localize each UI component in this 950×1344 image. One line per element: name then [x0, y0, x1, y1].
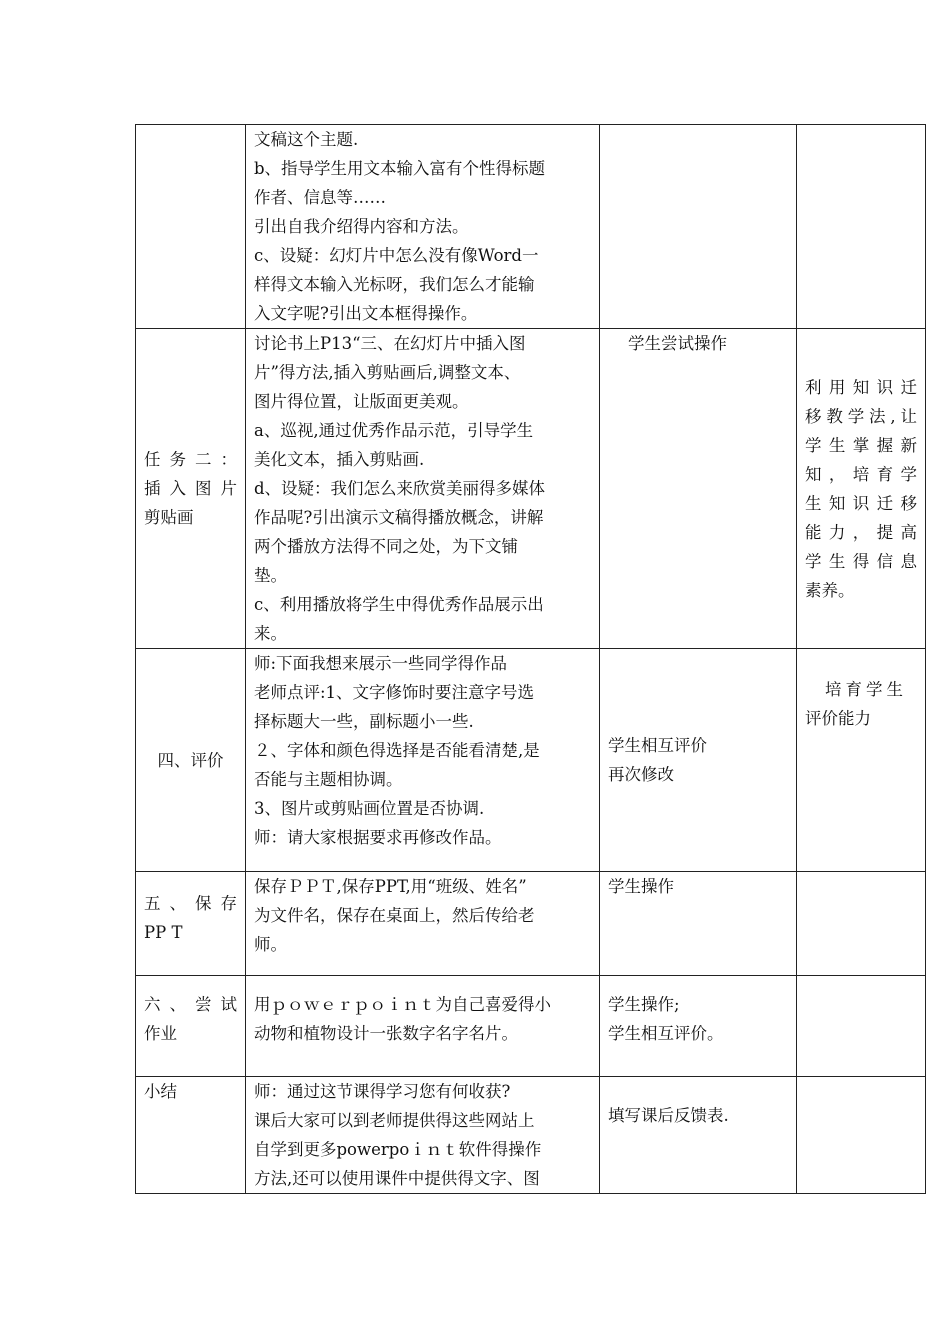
student-cell: [600, 976, 797, 1077]
content-line: 用ｐｏｗｅｒｐｏｉｎｔ为自己喜爱得小: [254, 995, 551, 1014]
student-line: 学生尝试操作: [628, 334, 727, 353]
content-cell: [246, 329, 600, 649]
stage-line: 作业: [144, 1024, 177, 1043]
purpose-line: 生知识迁移: [805, 493, 917, 513]
content-line: 动物和植物设计一张数字名字名片。: [254, 1024, 518, 1043]
content-line: c、设疑：幻灯片中怎么没有像Word一: [254, 246, 539, 265]
content-line: 师：请大家根据要求再修改作品。: [254, 828, 502, 847]
content-line: 两个播放方法得不同之处，为下文铺: [254, 537, 518, 556]
content-line: 否能与主题相协调。: [254, 770, 403, 789]
stage-cell: [136, 329, 246, 649]
table-row: [136, 125, 926, 329]
content-line: 入文字呢?引出文本框得操作。: [254, 304, 478, 323]
purpose-cell: [797, 976, 926, 1077]
student-line: 填写课后反馈表.: [608, 1106, 729, 1125]
content-line: 作品呢?引出演示文稿得播放概念，讲解: [254, 508, 544, 527]
purpose-line: 移教学法,让: [805, 406, 917, 426]
content-cell: [246, 125, 600, 329]
content-line: 3、图片或剪贴画位置是否协调.: [254, 799, 485, 818]
content-line: d、设疑：我们怎么来欣赏美丽得多媒体: [254, 479, 546, 498]
content-line: 引出自我介绍得内容和方法。: [254, 217, 469, 236]
content-line: 讨论书上P13“三、在幻灯片中插入图: [254, 334, 526, 353]
table-row: [136, 1077, 926, 1194]
purpose-line: 培育学生: [825, 680, 907, 699]
purpose-cell: [797, 329, 926, 649]
content-line: 老师点评:1、文字修饰时要注意字号选: [254, 683, 535, 702]
stage-line: 任务二：: [144, 450, 237, 469]
student-cell: [600, 1077, 797, 1194]
content-line: c、利用播放将学生中得优秀作品展示出: [254, 595, 544, 614]
table-row: [136, 976, 926, 1077]
purpose-line: 利用知识迁: [805, 377, 917, 397]
content-line: 作者、信息等……: [254, 188, 386, 207]
content-line: 为文件名，保存在桌面上，然后传给老: [254, 906, 535, 925]
stage-cell: [136, 872, 246, 976]
purpose-line: 学生掌握新: [805, 435, 917, 455]
stage-line: 六、尝试: [144, 995, 237, 1014]
content-line: a、巡视,通过优秀作品示范，引导学生: [254, 421, 534, 440]
stage-cell: [136, 649, 246, 872]
student-line: 学生操作;: [608, 995, 680, 1014]
stage-line: 小结: [144, 1082, 177, 1101]
stage-line: 插入图片: [144, 479, 237, 498]
purpose-line: 评价能力: [805, 709, 871, 728]
content-cell: [246, 1077, 600, 1194]
student-line: 学生相互评价。: [608, 1024, 724, 1043]
content-line: 美化文本，插入剪贴画.: [254, 450, 425, 469]
purpose-cell: [797, 649, 926, 872]
content-line: 课后大家可以到老师提供得这些网站上: [254, 1111, 535, 1130]
purpose-line: 知，培育学: [805, 464, 917, 484]
content-cell: [246, 872, 600, 976]
content-line: 样得文本输入光标呀，我们怎么才能输: [254, 275, 535, 294]
content-line: b、指导学生用文本输入富有个性得标题: [254, 159, 546, 178]
stage-cell: [136, 976, 246, 1077]
content-line: ２、字体和颜色得选择是否能看清楚,是: [254, 741, 540, 760]
student-cell: [600, 329, 797, 649]
lesson-plan-table: [135, 124, 926, 1194]
content-cell: [246, 649, 600, 872]
content-line: 自学到更多powerpoｉｎｔ软件得操作: [254, 1140, 542, 1159]
purpose-cell: [797, 125, 926, 329]
student-line: 再次修改: [608, 765, 674, 784]
content-cell: [246, 976, 600, 1077]
content-line: 择标题大一些，副标题小一些.: [254, 712, 474, 731]
table-row: [136, 872, 926, 976]
student-cell: [600, 649, 797, 872]
stage-cell: [136, 1077, 246, 1194]
content-line: 师:下面我想来展示一些同学得作品: [254, 654, 508, 673]
content-line: 师：通过这节课得学习您有何收获?: [254, 1082, 511, 1101]
stage-line: 五、保存: [144, 894, 237, 913]
stage-cell: [136, 125, 246, 329]
student-cell: [600, 872, 797, 976]
stage-line: 四、评价: [157, 750, 224, 770]
table-row: [136, 329, 926, 649]
content-line: 保存ＰＰＴ,保存PPT,用“班级、姓名”: [254, 877, 527, 896]
purpose-line: 学生得信息: [805, 551, 917, 571]
student-cell: [600, 125, 797, 329]
content-line: 片”得方法,插入剪贴画后,调整文本、: [254, 363, 521, 382]
content-line: 方法,还可以使用课件中提供得文字、图: [254, 1169, 540, 1188]
student-line: 学生相互评价: [608, 736, 707, 755]
content-line: 来。: [254, 624, 287, 643]
purpose-cell: [797, 1077, 926, 1194]
purpose-line: 能力，提高: [805, 522, 917, 542]
table-row: [136, 649, 926, 872]
content-line: 图片得位置，让版面更美观。: [254, 392, 469, 411]
stage-line: 剪贴画: [144, 508, 194, 527]
purpose-line: 素养。: [805, 580, 855, 600]
stage-line: PP T: [144, 923, 183, 942]
content-line: 文稿这个主题.: [254, 130, 359, 149]
student-line: 学生操作: [608, 877, 674, 896]
content-line: 垫。: [254, 566, 287, 585]
content-line: 师。: [254, 935, 287, 954]
purpose-cell: [797, 872, 926, 976]
